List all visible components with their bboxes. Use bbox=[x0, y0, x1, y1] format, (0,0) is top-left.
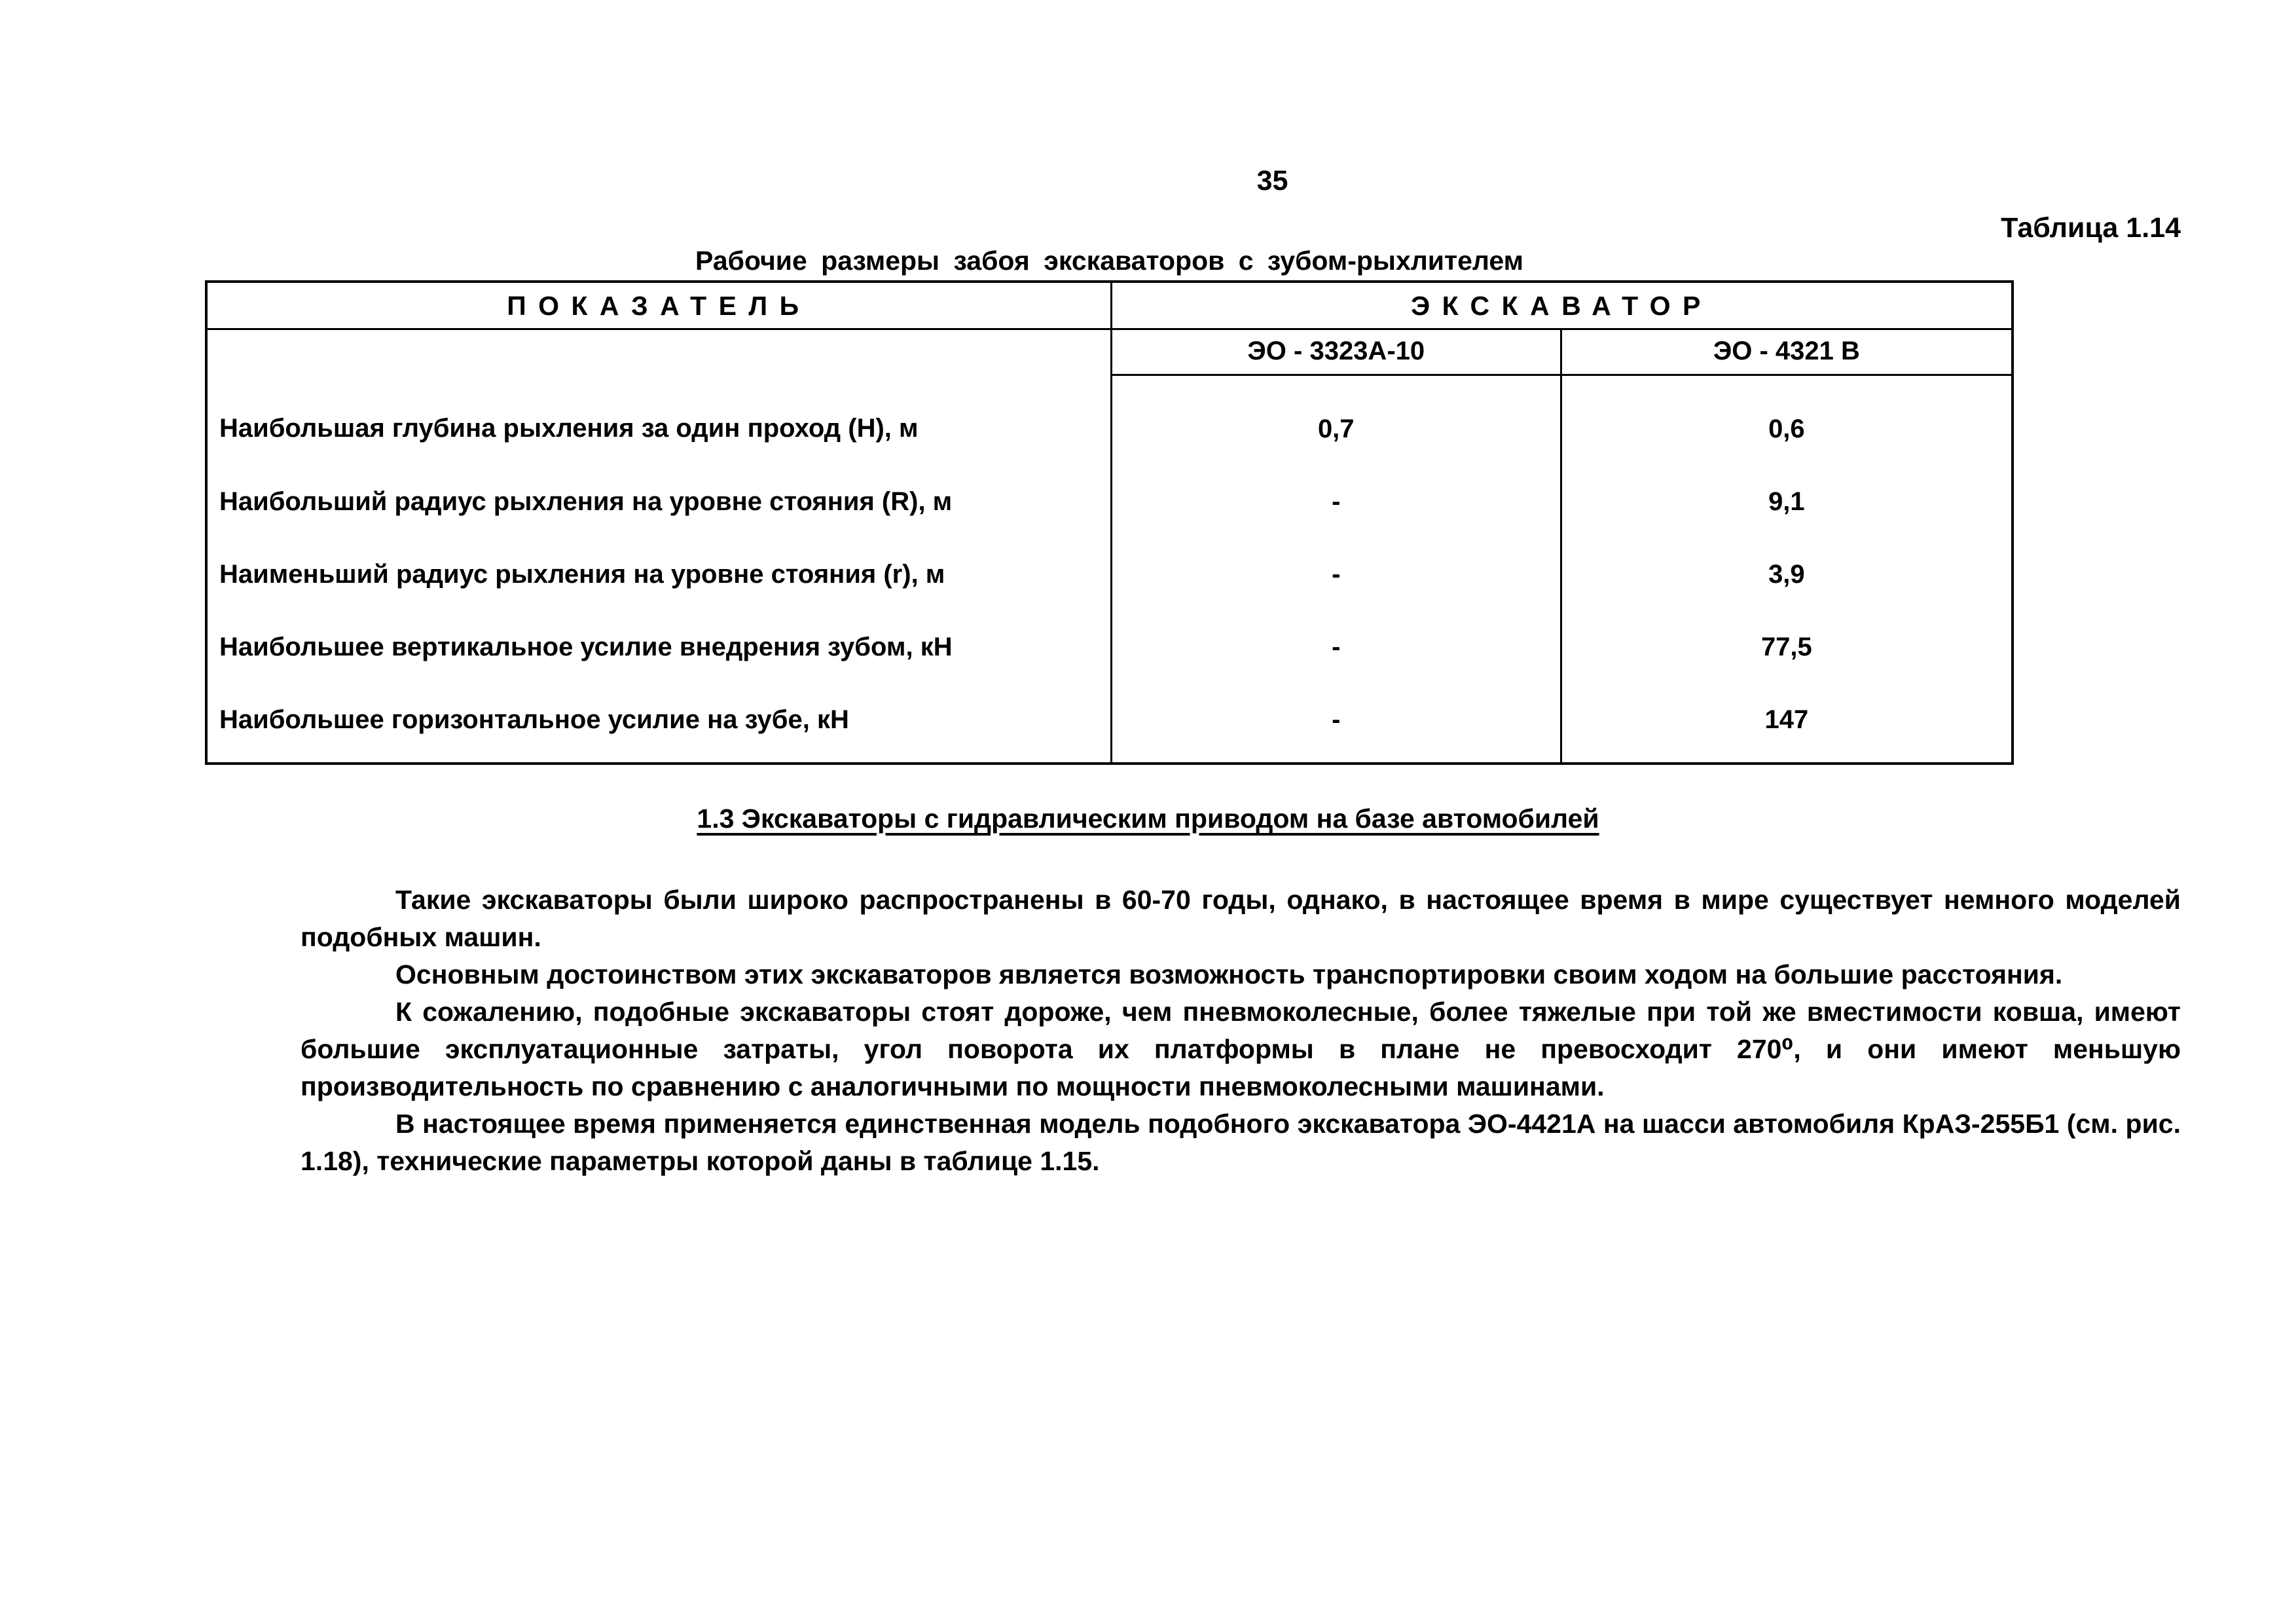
row-value-col2: 9,1 bbox=[1561, 449, 2013, 521]
column-header-indicator: ПОКАЗАТЕЛЬ bbox=[206, 282, 1111, 329]
table-header-row bbox=[206, 282, 2013, 329]
row-label: Наибольший радиус рыхления на уровне стояния (R), м bbox=[206, 449, 1111, 521]
table-row bbox=[206, 449, 2013, 521]
table-row bbox=[206, 667, 2013, 764]
table-subheader-row bbox=[206, 329, 2013, 375]
table-row bbox=[206, 375, 2013, 449]
data-table bbox=[205, 280, 2014, 765]
row-value-col1: 0,7 bbox=[1317, 415, 1355, 443]
section-heading-text: 1.3 Экскаваторы с гидравлическим приводом на базе автомобилей bbox=[697, 803, 1599, 834]
column-header-eo-3323a-10: ЭО - 3323А-10 bbox=[1111, 329, 1561, 375]
row-label: Наибольшее вертикальное усилие внедрения зубом, кН bbox=[206, 594, 1111, 667]
table-block bbox=[205, 245, 2014, 765]
paragraph: В настоящее время применяется единственная модель подобного экскаватора ЭО-4421А на шасси автомобиля КрАЗ-255Б1 (см. рис. 1.18), технические параметры которой даны в таблице 1.15. bbox=[301, 1109, 2181, 1176]
row-value-col1: - bbox=[1332, 487, 1341, 516]
empty-header-cell bbox=[206, 329, 1111, 375]
row-label: Наибольшая глубина рыхления за один проход (Н), м bbox=[206, 375, 1111, 449]
section-heading bbox=[0, 803, 2296, 834]
row-value-col2: 77,5 bbox=[1561, 594, 2013, 667]
row-label: Наибольшее горизонтальное усилие на зубе, кН bbox=[206, 667, 1111, 764]
page-number: 35 bbox=[1256, 165, 1288, 196]
row-value-col1: - bbox=[1332, 705, 1341, 734]
column-header-excavator-group: ЭКСКАВАТОР bbox=[1111, 282, 2013, 329]
table-caption-label: Таблица 1.14 bbox=[2001, 212, 2181, 244]
table-title: Рабочие размеры забоя экскаваторов с зубом-рыхлителем bbox=[695, 246, 1523, 276]
row-value-col1: - bbox=[1332, 560, 1341, 589]
row-value-col2: 0,6 bbox=[1561, 375, 2013, 449]
body-text bbox=[301, 881, 2181, 1180]
paragraph: Основным достоинством этих экскаваторов является возможность транспортировки своим ходом на большие расстояния. bbox=[395, 959, 2063, 989]
paragraph: Такие экскаваторы были широко распространены в 60-70 годы, однако, в настоящее время в мире существует немного моделей подобных машин. bbox=[301, 885, 2181, 952]
row-value-col2: 3,9 bbox=[1561, 521, 2013, 594]
table-row bbox=[206, 521, 2013, 594]
row-value-col2: 147 bbox=[1561, 667, 2013, 764]
row-value-col1: - bbox=[1332, 633, 1341, 661]
column-header-eo-4321v: ЭО - 4321 В bbox=[1561, 329, 2013, 375]
paragraph: К сожалению, подобные экскаваторы стоят дороже, чем пневмоколесные, более тяжелые при той же вместимости ковша, имеют большие эксплуатационные затраты, угол поворота их платформы в плане не превосходит 270⁰, и они имеют меньшую производительность по сравнению с аналогичными по мощности пневмоколесными машинами. bbox=[301, 997, 2181, 1101]
row-label: Наименьший радиус рыхления на уровне стояния (r), м bbox=[206, 521, 1111, 594]
table-row bbox=[206, 594, 2013, 667]
